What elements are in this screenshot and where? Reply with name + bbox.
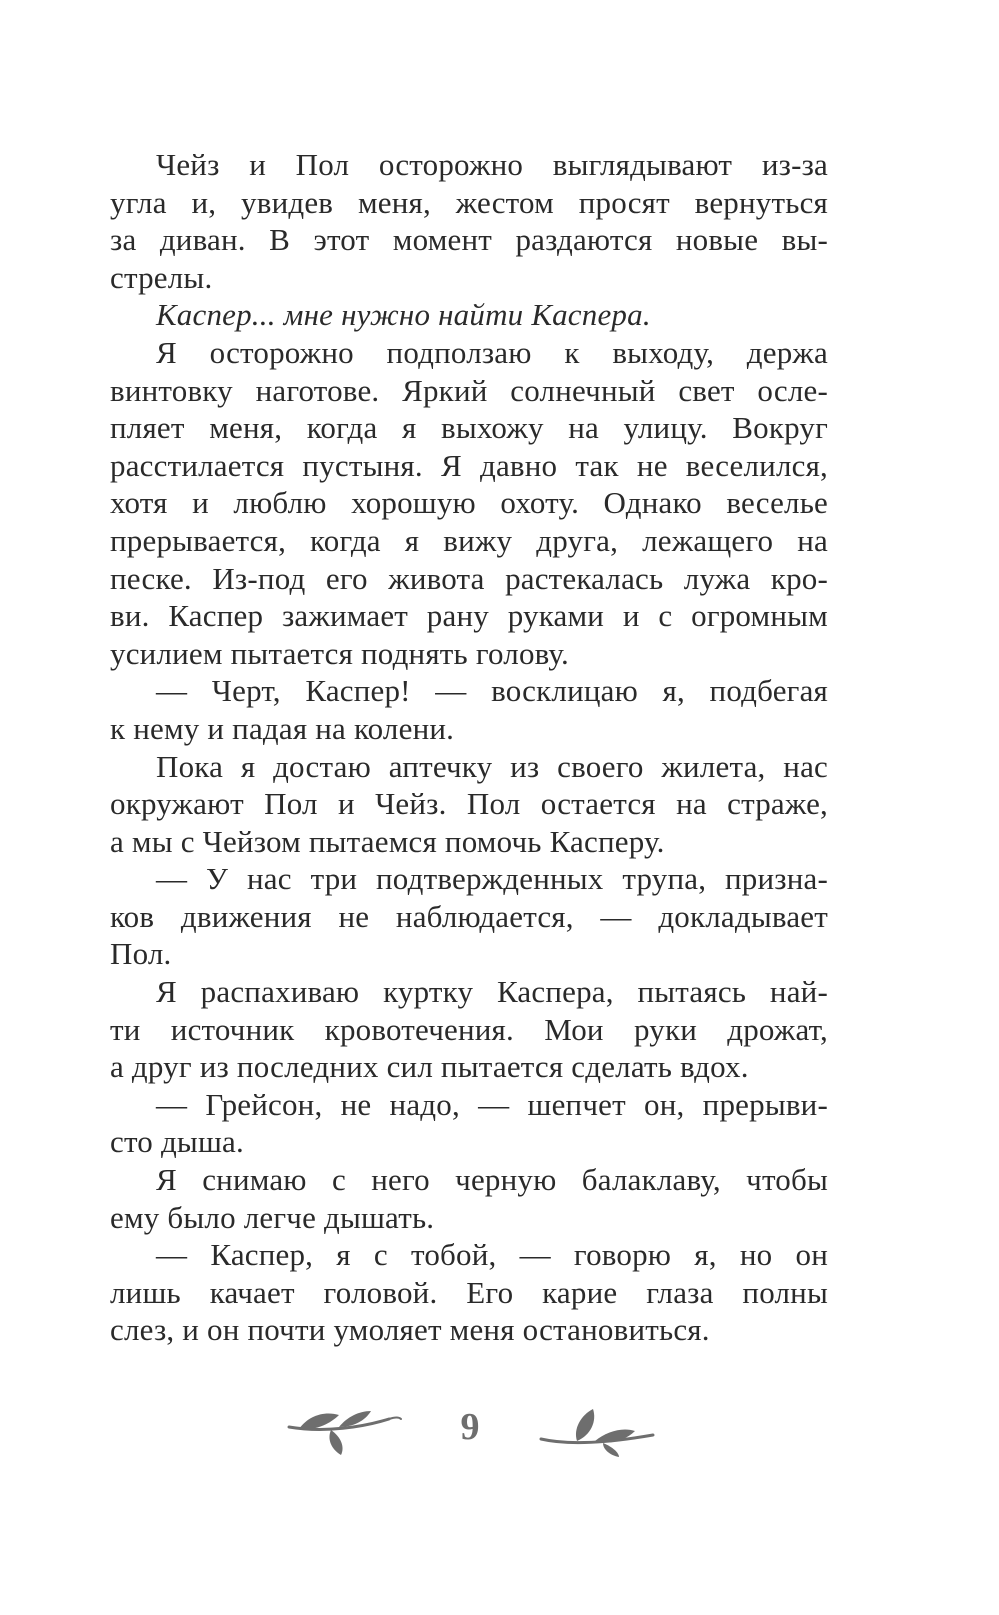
- text-line: расстилается пустыня. Я давно так не веселился,: [110, 447, 828, 483]
- paragraph: [110, 1086, 828, 1161]
- text-line: пляет меня, когда я выхожу на улицу. Вокруг: [110, 410, 828, 446]
- text-line: ви. Каспер зажимает рану руками и с огромным: [110, 598, 828, 634]
- body-text: [110, 146, 828, 1349]
- text-line: хотя и люблю хорошую охоту. Однако веселье: [110, 485, 828, 521]
- page-number: 9: [460, 1406, 480, 1448]
- text-line: угла и, увидев меня, жестом просят вернуться: [110, 184, 828, 220]
- text-line: Пока я достаю аптечку из своего жилета, нас: [156, 748, 828, 784]
- text-line: винтовку наготове. Яркий солнечный свет осле-: [110, 372, 828, 408]
- paragraph: [110, 334, 828, 672]
- text-line: к нему и падая на колени.: [110, 710, 455, 746]
- text-line: слез, и он почти умоляет меня остановиться.: [110, 1312, 710, 1348]
- text-line: стрелы.: [110, 259, 213, 295]
- text-line: Пол.: [110, 936, 172, 972]
- paragraph: [110, 146, 828, 296]
- paragraph: [110, 748, 828, 861]
- text-line: — Черт, Каспер! — восклицаю я, подбегая: [156, 673, 828, 709]
- text-line: ти источник кровотечения. Мои руки дрожат,: [110, 1011, 828, 1047]
- text-line: — У нас три подтвержденных трупа, призна-: [156, 861, 828, 897]
- paragraph: [110, 1161, 828, 1236]
- text-line: Я распахиваю куртку Каспера, пытаясь най-: [156, 974, 828, 1010]
- text-line: Я осторожно подползаю к выходу, держа: [156, 334, 828, 370]
- paragraph: [110, 672, 828, 747]
- text-line: а друг из последних сил пытается сделать вдох.: [110, 1049, 749, 1085]
- text-line: сто дыша.: [110, 1124, 244, 1160]
- text-line: прерывается, когда я вижу друга, лежащего на: [110, 522, 828, 558]
- paragraph: [110, 1236, 828, 1349]
- text-line: Я снимаю с него черную балаклаву, чтобы: [156, 1162, 828, 1198]
- text-line: Чейз и Пол осторожно выглядывают из-за: [156, 147, 828, 182]
- leaf-branch-icon: [537, 1403, 657, 1457]
- text-line: ков движения не наблюдается, — докладывает: [110, 898, 828, 934]
- paragraph: [110, 973, 828, 1086]
- text-line: усилием пытается поднять голову.: [110, 635, 569, 671]
- paragraph: [110, 860, 828, 973]
- text-line: а мы с Чейзом пытаемся помочь Касперу.: [110, 823, 665, 859]
- text-line: окружают Пол и Чейз. Пол остается на страже,: [110, 786, 828, 822]
- paragraph: [110, 296, 828, 334]
- page-footer: [0, 1385, 999, 1475]
- text-line: лишь качает головой. Его карие глаза полны: [110, 1274, 828, 1310]
- text-line: Каспер... мне нужно найти Каспера.: [156, 297, 651, 333]
- text-line: — Каспер, я с тобой, — говорю я, но он: [156, 1237, 828, 1273]
- text-line: за диван. В этот момент раздаются новые вы-: [110, 222, 828, 258]
- text-line: ему было легче дышать.: [110, 1199, 435, 1235]
- leaf-branch-icon: [285, 1403, 405, 1457]
- text-line: песке. Из-под его живота растекалась лужа кро-: [110, 560, 828, 596]
- text-line: — Грейсон, не надо, — шепчет он, прерыви-: [156, 1086, 828, 1122]
